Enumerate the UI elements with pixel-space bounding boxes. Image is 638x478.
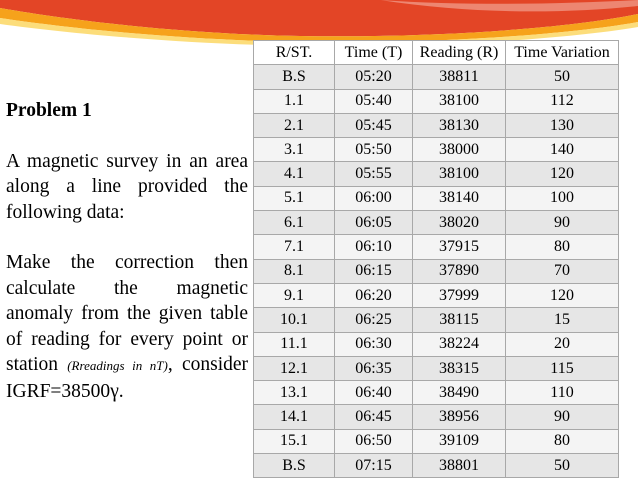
- time-variation-cell: 50: [506, 65, 619, 89]
- station-cell: 2.1: [254, 113, 335, 137]
- station-cell: 15.1: [254, 429, 335, 453]
- time-variation-cell: 110: [506, 381, 619, 405]
- reading-cell: 38811: [413, 65, 506, 89]
- station-cell: B.S: [254, 65, 335, 89]
- time-cell: 07:15: [335, 454, 413, 478]
- reading-cell: 38956: [413, 405, 506, 429]
- time-variation-cell: 115: [506, 356, 619, 380]
- table-row: [254, 405, 619, 429]
- time-cell: 06:20: [335, 283, 413, 307]
- time-variation-cell: 130: [506, 113, 619, 137]
- time-cell: 06:00: [335, 186, 413, 210]
- reading-cell: 38315: [413, 356, 506, 380]
- time-cell: 05:40: [335, 89, 413, 113]
- time-cell: 05:20: [335, 65, 413, 89]
- table-header-row: [254, 41, 619, 65]
- time-variation-cell: 100: [506, 186, 619, 210]
- station-cell: 11.1: [254, 332, 335, 356]
- time-cell: 05:45: [335, 113, 413, 137]
- table-row: [254, 429, 619, 453]
- station-cell: 4.1: [254, 162, 335, 186]
- station-cell: 1.1: [254, 89, 335, 113]
- table-row: [254, 259, 619, 283]
- problem-title: Problem 1: [6, 100, 92, 121]
- time-cell: 06:30: [335, 332, 413, 356]
- time-variation-cell: 70: [506, 259, 619, 283]
- header-time-variation: Time Variation: [506, 41, 619, 65]
- table-row: [254, 65, 619, 89]
- time-cell: 06:50: [335, 429, 413, 453]
- reading-cell: 38801: [413, 454, 506, 478]
- time-cell: 06:40: [335, 381, 413, 405]
- station-cell: 3.1: [254, 138, 335, 162]
- reading-cell: 38224: [413, 332, 506, 356]
- instruction-paragraph: [6, 250, 248, 404]
- time-variation-cell: 90: [506, 211, 619, 235]
- station-cell: 9.1: [254, 283, 335, 307]
- gamma-symbol: γ.: [110, 380, 124, 402]
- header-reading: Reading (R): [413, 41, 506, 65]
- time-variation-cell: 80: [506, 235, 619, 259]
- reading-cell: 38000: [413, 138, 506, 162]
- reading-cell: 38490: [413, 381, 506, 405]
- reading-cell: 37915: [413, 235, 506, 259]
- instruction-note: (Rreadings in nT): [67, 358, 168, 373]
- time-variation-cell: 120: [506, 162, 619, 186]
- reading-cell: 38115: [413, 308, 506, 332]
- reading-cell: 37999: [413, 283, 506, 307]
- reading-cell: 38100: [413, 89, 506, 113]
- time-variation-cell: 15: [506, 308, 619, 332]
- station-cell: 8.1: [254, 259, 335, 283]
- reading-cell: 38140: [413, 186, 506, 210]
- intro-paragraph: A magnetic survey in an area along a line provided the following data:: [6, 150, 248, 223]
- station-cell: 5.1: [254, 186, 335, 210]
- time-cell: 06:10: [335, 235, 413, 259]
- time-cell: 05:55: [335, 162, 413, 186]
- reading-cell: 39109: [413, 429, 506, 453]
- time-cell: 06:35: [335, 356, 413, 380]
- time-variation-cell: 50: [506, 454, 619, 478]
- header-station: R/ST.: [254, 41, 335, 65]
- instruction-tail: , consider IGRF=38500: [6, 354, 249, 402]
- reading-cell: 38130: [413, 113, 506, 137]
- table-row: [254, 138, 619, 162]
- time-variation-cell: 90: [506, 405, 619, 429]
- reading-cell: 38020: [413, 211, 506, 235]
- table-row: [254, 356, 619, 380]
- survey-data-table: [253, 40, 619, 478]
- table-row: [254, 186, 619, 210]
- station-cell: 13.1: [254, 381, 335, 405]
- time-cell: 06:25: [335, 308, 413, 332]
- table-body: [254, 65, 619, 478]
- time-cell: 05:50: [335, 138, 413, 162]
- table-row: [254, 113, 619, 137]
- time-cell: 06:45: [335, 405, 413, 429]
- station-cell: 10.1: [254, 308, 335, 332]
- table-row: [254, 235, 619, 259]
- table-row: [254, 162, 619, 186]
- time-variation-cell: 112: [506, 89, 619, 113]
- station-cell: 6.1: [254, 211, 335, 235]
- time-variation-cell: 80: [506, 429, 619, 453]
- time-variation-cell: 120: [506, 283, 619, 307]
- table-row: [254, 308, 619, 332]
- time-cell: 06:15: [335, 259, 413, 283]
- time-variation-cell: 20: [506, 332, 619, 356]
- table-row: [254, 454, 619, 478]
- table-row: [254, 89, 619, 113]
- station-cell: 14.1: [254, 405, 335, 429]
- time-variation-cell: 140: [506, 138, 619, 162]
- header-time: Time (T): [335, 41, 413, 65]
- station-cell: 12.1: [254, 356, 335, 380]
- reading-cell: 37890: [413, 259, 506, 283]
- station-cell: B.S: [254, 454, 335, 478]
- problem-description: [6, 98, 248, 429]
- table-row: [254, 381, 619, 405]
- reading-cell: 38100: [413, 162, 506, 186]
- station-cell: 7.1: [254, 235, 335, 259]
- table-row: [254, 332, 619, 356]
- table-row: [254, 283, 619, 307]
- table-row: [254, 211, 619, 235]
- instruction-main: Make the correction then calculate the magnetic anomaly from the given table of reading for every point or station: [6, 252, 248, 375]
- time-cell: 06:05: [335, 211, 413, 235]
